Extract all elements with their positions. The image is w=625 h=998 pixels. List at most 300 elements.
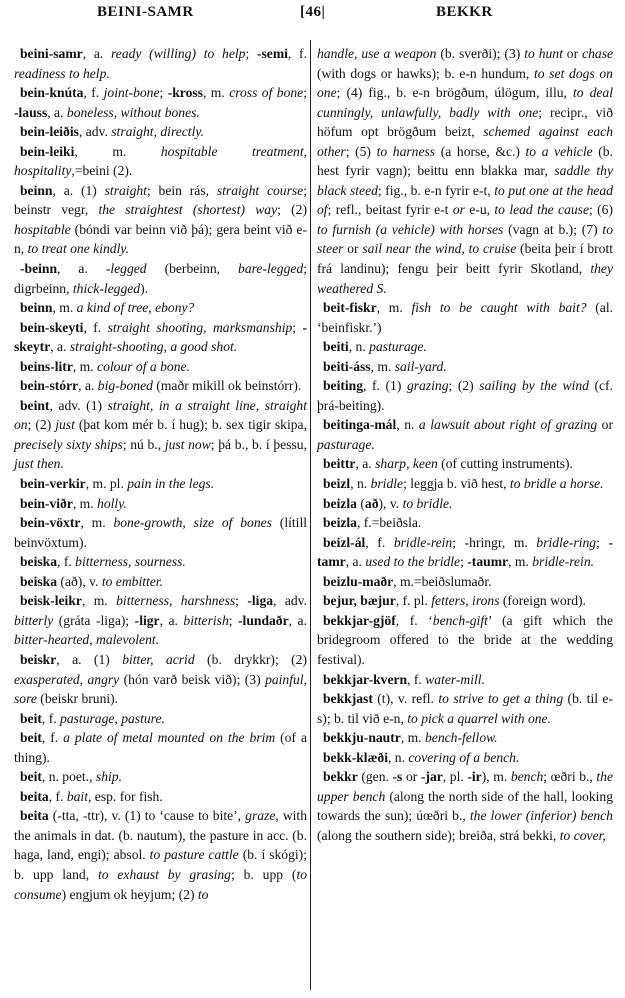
entry-text: ; (2) [448, 378, 480, 394]
dictionary-entry [317, 415, 613, 454]
headword: -lauss [14, 104, 48, 120]
entry-text: , m. [72, 358, 98, 374]
dictionary-entry [317, 454, 613, 474]
dictionary-entry [14, 474, 307, 494]
definition-text: they weathered S. [317, 261, 613, 296]
definition-text: bone-growth, size of bones [113, 515, 272, 531]
dictionary-entry [14, 44, 307, 83]
dictionary-entry [14, 513, 307, 552]
definition-text: bench-fellow. [424, 730, 498, 746]
definition-text: the lower (inferior) bench [469, 808, 613, 824]
definition-text: straight, in a straight line, straight on [14, 397, 308, 433]
entry-text: , f. [83, 85, 104, 101]
entry-text: or [343, 241, 363, 257]
dictionary-entry [14, 494, 307, 514]
definition-text: ready (willing) to help [111, 46, 246, 61]
dictionary-entry [14, 376, 307, 396]
entry-text: ; [245, 46, 257, 61]
definition-text: sailing by the wind [479, 378, 589, 394]
dictionary-entry [14, 181, 307, 259]
definition-text: a plate of metal mounted on the brim [63, 730, 276, 746]
entry-text: , f. pl. [395, 593, 432, 609]
headword: beit [20, 730, 42, 746]
headword: bein-verkir [20, 476, 86, 492]
definition-text: boneless, without bones. [66, 104, 200, 120]
definition-text: just then. [14, 456, 64, 472]
headword: bekkr [323, 769, 358, 785]
headword: beizl [323, 476, 351, 492]
dictionary-entry [14, 591, 307, 650]
entry-text: ( [356, 495, 365, 511]
entry-text: (t), v. refl. [372, 691, 439, 707]
entry-text: ; [303, 85, 307, 101]
entry-text: (b. hest fyrir vagn); beittu enn blakka mar, [317, 143, 613, 179]
headword: beiskr [20, 651, 57, 667]
dictionary-entry [14, 552, 307, 572]
definition-text: colour of a bone. [97, 358, 190, 374]
entry-text: , [153, 124, 161, 140]
dictionary-entry-continuation [317, 44, 613, 298]
entry-text: , n. [350, 476, 371, 492]
entry-text: (-tta, -ttr), v. (1) to ‘cause to bite’, [48, 808, 246, 824]
entry-text: or [597, 417, 614, 433]
dictionary-entry [14, 728, 307, 767]
definition-text: bridle-ring [536, 534, 597, 550]
entry-text: , a. [47, 104, 67, 120]
headword: beit [20, 769, 42, 785]
dictionary-entry [317, 357, 613, 377]
entry-text: , n. [387, 749, 409, 765]
entry-text: (of cutting instruments). [437, 456, 573, 472]
headword: -taumr [467, 554, 509, 570]
entry-text: (að), v. [57, 573, 102, 589]
entry-text: (along the southern side); breiða, strá bekki, [317, 827, 560, 843]
definition-text: to a vehicle [525, 143, 593, 159]
entry-text: , a. [159, 612, 184, 628]
entry-text: (beita þeir í brott frá landinu); fengu þeir beitt fyrir Skotland, [317, 241, 613, 277]
running-head-right: BEKKR [436, 4, 493, 20]
definition-text: fetters, irons [431, 593, 500, 609]
definition-text: fish to be caught with bait? [411, 300, 587, 316]
dictionary-entry [317, 513, 613, 533]
dictionary-entry [14, 259, 307, 298]
definition-text: thick-legged [72, 280, 141, 296]
definition-text: straight [111, 124, 154, 140]
dictionary-entry [317, 376, 613, 415]
definition-text: bitterly [14, 612, 54, 628]
headword: -jar [420, 769, 443, 785]
entry-text: (cf. þrá-beiting). [317, 378, 613, 413]
entry-text: , a. (1) [52, 182, 105, 198]
entry-text: , f. [407, 671, 426, 687]
definition-text: exasperated, angry [14, 671, 120, 687]
dictionary-entry [14, 572, 307, 592]
entry-text: ; -hringr, m. [452, 534, 537, 550]
headword: beisk-leikr [20, 593, 82, 609]
entry-text: (þat kom mér b. í hug); b. sex tigir skipa, [74, 417, 307, 433]
definition-text: bait [66, 788, 88, 804]
entry-text: , m. pl. [85, 476, 128, 492]
entry-text: (foreign word). [499, 593, 586, 609]
entry-text: , m. [80, 515, 114, 531]
headword: beiska [20, 554, 58, 570]
definition-text: to furnish (a vehicle) with horses [317, 221, 504, 237]
definition-text: painful, sore [14, 671, 307, 707]
headword: bekkjar-kvern [323, 671, 408, 687]
definition-text: pasturage. [369, 339, 427, 355]
dictionary-entry [14, 650, 307, 709]
dictionary-entry [317, 533, 613, 572]
entry-text: ), m. [481, 769, 511, 785]
entry-text: ; [228, 612, 239, 628]
definition-text: to [197, 886, 209, 902]
headword: bein-stórr [20, 378, 79, 394]
entry-text: , m. [81, 593, 117, 609]
headword: bekkjar-gjöf [323, 612, 396, 628]
definition-text: used to the bridle [365, 554, 461, 570]
entry-text: , adv. (1) [49, 397, 108, 413]
headword: bein-leiðis [20, 124, 79, 140]
entry-text: , a. [78, 378, 98, 394]
headword: beint [20, 397, 50, 413]
definition-text: joint-bone [103, 85, 160, 101]
headword: bekk-klæði [323, 749, 388, 765]
entry-text: (vagn at b.); (7) [503, 221, 603, 237]
definition-text: directly. [160, 124, 205, 140]
entry-text: (beiskr bruni). [36, 691, 119, 707]
headword: bein-skeyti [20, 319, 84, 335]
dictionary-entry [14, 298, 307, 318]
definition-text: to strive to get a thing [438, 691, 564, 707]
page-number: [46| [300, 4, 326, 20]
headword: beizla [323, 515, 357, 531]
entry-text: , f. [57, 554, 76, 570]
definition-text: bridle-rein. [532, 554, 595, 570]
definition-text: handle, use a weapon [317, 46, 437, 61]
headword: bekkjast [323, 691, 373, 707]
definition-text: bench-gift [432, 612, 488, 628]
headword: beizla [323, 495, 357, 511]
definition-text: big-boned [97, 378, 153, 394]
definition-text: the upper bench [317, 769, 614, 804]
headword: bekkju-nautr [323, 730, 401, 746]
headword: bein-leiki [20, 143, 75, 159]
headword: -beinn [20, 261, 58, 277]
entry-text: , a. [57, 261, 106, 277]
dictionary-entry [14, 357, 307, 377]
definition-text: bitterish [183, 612, 229, 628]
entry-text: (of a thing). [14, 730, 307, 765]
definition-text: the straightest (shortest) way [98, 202, 278, 218]
definition-text: -legged [105, 261, 147, 277]
entry-text: ; nú b., [122, 436, 165, 452]
entry-text: , m. [202, 85, 230, 101]
dictionary-entry [14, 83, 307, 122]
entry-text: , f. [83, 319, 108, 335]
dictionary-entry [317, 474, 613, 494]
definition-text: schemed against each other [317, 124, 614, 159]
definition-text: pasturage. [317, 436, 375, 452]
dictionary-entry [317, 337, 613, 357]
definition-text: graze [245, 808, 276, 824]
dictionary-entry [14, 709, 307, 729]
entry-text: ; [235, 593, 248, 609]
right-column [317, 44, 613, 845]
definition-text: to treat one kindly. [27, 241, 130, 257]
headword: beini-samr [20, 46, 83, 61]
headword: beizlu-maðr [323, 573, 394, 589]
headword: beins-litr [20, 358, 73, 374]
definition-text: straight course [216, 182, 304, 198]
entry-text: , n. [348, 339, 370, 355]
dictionary-entry [317, 591, 613, 611]
entry-text: (al. ‘beinfiskr.’) [317, 300, 613, 335]
definition-text: to put one at the head of [317, 182, 613, 218]
headword: -skeytr [14, 319, 307, 355]
headword: beita [20, 788, 49, 804]
definition-text: sharp, keen [375, 456, 438, 472]
definition-text: hospitable [14, 221, 71, 237]
dictionary-entry [14, 142, 307, 181]
dictionary-entry [317, 572, 613, 592]
running-head-left: BEINI-SAMR [97, 4, 194, 20]
definition-text: a kind of tree, ebony? [76, 300, 195, 316]
definition-text: cross of bone [229, 85, 304, 101]
entry-text: ) engjum ok heyjum; (2) [61, 886, 198, 902]
entry-text: ), v. [378, 495, 403, 511]
headword: -tamr [317, 534, 613, 570]
dictionary-entry [317, 689, 613, 728]
definition-text: just [55, 417, 75, 433]
definition-text: straight [104, 182, 147, 198]
entry-text: (b. sverði); (3) [436, 46, 525, 61]
entry-text: ; leggja b. við hest, [403, 476, 510, 492]
headword: -kross [167, 85, 203, 101]
headword: bein-viðr [20, 495, 73, 511]
headword: beiska [20, 573, 58, 589]
dictionary-entry [14, 806, 307, 904]
definition-text: chase [582, 46, 614, 61]
headword: -semi [256, 46, 288, 61]
definition-text: bitterness, harshness [116, 593, 236, 609]
entry-text: , f. [41, 710, 61, 726]
entry-text: , pl. [442, 769, 468, 785]
entry-text: (bóndi var beinn við þá); gera beint við e-n, [14, 221, 307, 257]
headword: -ligr [134, 612, 160, 628]
entry-text: (a horse, &c.) [435, 143, 526, 159]
dictionary-entry [317, 670, 613, 690]
definition-text: to bridle a horse. [509, 476, 604, 492]
definition-text: to pick a quarrel with one. [407, 710, 551, 726]
entry-text: ; [159, 85, 168, 101]
dictionary-entry [317, 748, 613, 768]
entry-text: , n. [396, 417, 419, 433]
headword: -s [392, 769, 403, 785]
definition-text: bitter-hearted, malevolent. [14, 632, 160, 648]
definition-text: sail-yard. [394, 358, 447, 374]
entry-text: , m. [72, 495, 98, 511]
headword: -liga [247, 593, 274, 609]
definition-text: to harness [376, 143, 436, 159]
headword: -lundaðr [238, 612, 289, 628]
definition-text: to cover, [559, 827, 606, 843]
definition-text: precisely sixty ships [14, 436, 123, 452]
definition-text: hospitable treatment, hospitality [14, 143, 308, 179]
entry-text: , a. [288, 612, 307, 628]
entry-text: (with dogs or hawks); b. e-n hundum, [317, 65, 534, 81]
definition-text: pain in the legs. [127, 476, 215, 492]
entry-text: , a. (1) [56, 651, 123, 667]
definition-text: straight shooting, marksmanship [107, 319, 293, 335]
entry-text: , m. [370, 358, 395, 374]
entry-text: ; fig., b. e-n fyrir e-t, [377, 182, 495, 198]
headword: bein-vöxtr [20, 515, 81, 531]
definition-text: bitterness, sourness. [75, 554, 186, 570]
entry-text: , f. [48, 788, 67, 804]
entry-text: ; bein rás, [146, 182, 217, 198]
dictionary-entry [317, 728, 613, 748]
entry-text: , m. [52, 300, 77, 316]
headword: beita [20, 808, 49, 824]
dictionary-entry [14, 318, 307, 357]
entry-text: ; œðri b., [543, 769, 597, 785]
definition-text: to steer [317, 221, 613, 257]
entry-text: ; þá b., b. í þessu, [210, 436, 307, 452]
headword: beizl-ál [323, 534, 366, 550]
entry-text: (gráta -liga); [53, 612, 135, 628]
entry-text: ; (5) [345, 143, 377, 159]
headword: beiti-áss [323, 358, 371, 374]
entry-text: ). [140, 280, 149, 296]
entry-text: , f.=beiðsla. [356, 515, 422, 531]
definition-text: bare-legged [238, 261, 304, 277]
entry-text: , n. poet., [41, 769, 96, 785]
headword: beittr [323, 456, 356, 472]
entry-text: , f. [41, 730, 64, 746]
entry-text: ; digrbeinn, [14, 261, 307, 296]
headword: að [364, 495, 379, 511]
definition-text: straight-shooting, a good shot. [69, 339, 238, 355]
entry-text: ; beinstr vegr, [14, 182, 307, 218]
dictionary-entry [317, 494, 613, 514]
headword: beinn [20, 300, 53, 316]
entry-text: , m. [400, 730, 425, 746]
entry-text: , m.=beiðslumaðr. [393, 573, 492, 589]
entry-text: (b. drykkr); (2) [194, 651, 307, 667]
definition-text: bitter, acrid [122, 651, 195, 667]
dictionary-entry [14, 787, 307, 807]
definition-text: covering of a bench. [408, 749, 520, 765]
definition-text: to pasture cattle [149, 847, 239, 863]
headword: beitinga-mál [323, 417, 397, 433]
definition-text: to consume [14, 866, 308, 902]
dictionary-entry [317, 767, 613, 845]
definition-text: holly. [97, 495, 127, 511]
entry-text: (b. til e-s); b. til við e-n, [317, 691, 613, 726]
entry-text: , f. ‘ [395, 612, 433, 628]
entry-text: ; (2) [277, 202, 307, 218]
definition-text: to deal cunningly, unlawfully, badly with one [317, 85, 613, 120]
entry-text: , a. [345, 554, 366, 570]
entry-text: , f. [365, 534, 394, 550]
definition-text: saddle thy black steed [317, 163, 613, 198]
dictionary-entry [14, 122, 307, 142]
headword: beit [20, 710, 42, 726]
entry-text: , with the animals in dat. (b. nautum), the pasture in acc. (b. haga, land, engi); absol. [14, 808, 308, 863]
definition-text: to hunt [524, 46, 563, 61]
page-header [0, 4, 625, 26]
entry-text: (b. í skógi); b. upp land, [14, 847, 307, 882]
dictionary-entry [317, 298, 613, 337]
entry-text: ; [292, 319, 303, 335]
definition-text: bench [510, 769, 544, 785]
definition-text: bridle [370, 476, 404, 492]
definition-text: readiness to help. [14, 65, 110, 81]
definition-text: to exhaust by grasing [97, 866, 231, 882]
entry-text: , adv. [273, 593, 307, 609]
entry-text: (lítill beinvöxtum). [14, 515, 307, 550]
entry-text: , m. [508, 554, 533, 570]
headword: beiting [323, 378, 364, 394]
headword: -ir [467, 769, 482, 785]
entry-text: ; (4) fig., b. e-n brögðum, úlögum, illu, [336, 85, 573, 101]
column-divider [310, 40, 311, 990]
definition-text: to bridle. [402, 495, 453, 511]
entry-text: , adv. [78, 124, 112, 140]
entry-text: ’ (a gift which the bridegroom offered to the bride at the wedding festival). [317, 612, 613, 667]
entry-text: or [562, 46, 583, 61]
entry-text: e-u, [464, 202, 495, 218]
entry-text: ; (6) [589, 202, 614, 218]
definition-text: just now [164, 436, 211, 452]
entry-text: ; refl., beitast fyrir e-t [327, 202, 453, 218]
entry-text: ; (2) [27, 417, 56, 433]
headword: bejur, bæjur [323, 593, 396, 609]
left-column [14, 44, 307, 904]
entry-text: , esp. for fish. [87, 788, 163, 804]
definition-text: a lawsuit about right of grazing [418, 417, 598, 433]
entry-text: ; recipr., við höfum opt brögðum beizt, [317, 104, 614, 140]
headword: beiti [323, 339, 349, 355]
headword: bein-knúta [20, 85, 84, 101]
entry-text: , f. [287, 46, 307, 61]
headword: beinn [20, 182, 53, 198]
headword: beit-fiskr [323, 300, 377, 316]
entry-text: ; [596, 534, 609, 550]
entry-text: ,=beini (2). [71, 163, 133, 179]
entry-text: (along the north side of the hall, looking towards the sun); úœðri b., [317, 788, 613, 824]
entry-text: or [402, 769, 421, 785]
entry-text: , a. [82, 46, 111, 61]
entry-text: , f. (1) [363, 378, 407, 394]
definition-text: to embitter. [101, 573, 163, 589]
definition-text: ship. [95, 769, 122, 785]
entry-text: (hón varð beisk við); (3) [119, 671, 266, 687]
entry-text: , a. [50, 339, 70, 355]
definition-text: to lead the cause [494, 202, 590, 218]
entry-text: (gen. [357, 769, 393, 785]
entry-text: ; [460, 554, 468, 570]
definition-text: grazing [406, 378, 449, 394]
definition-text: or [452, 202, 465, 218]
entry-text: (berbeinn, [146, 261, 239, 277]
definition-text: sail near the wind, to cruise [362, 241, 517, 257]
entry-text: (maðr mikill ok beinstórr). [152, 378, 302, 394]
entry-text: , m. [74, 143, 161, 159]
definition-text: to set dogs on one [317, 65, 613, 101]
definition-text: bridle-rein [393, 534, 453, 550]
definition-text: pasturage, pasture. [60, 710, 165, 726]
